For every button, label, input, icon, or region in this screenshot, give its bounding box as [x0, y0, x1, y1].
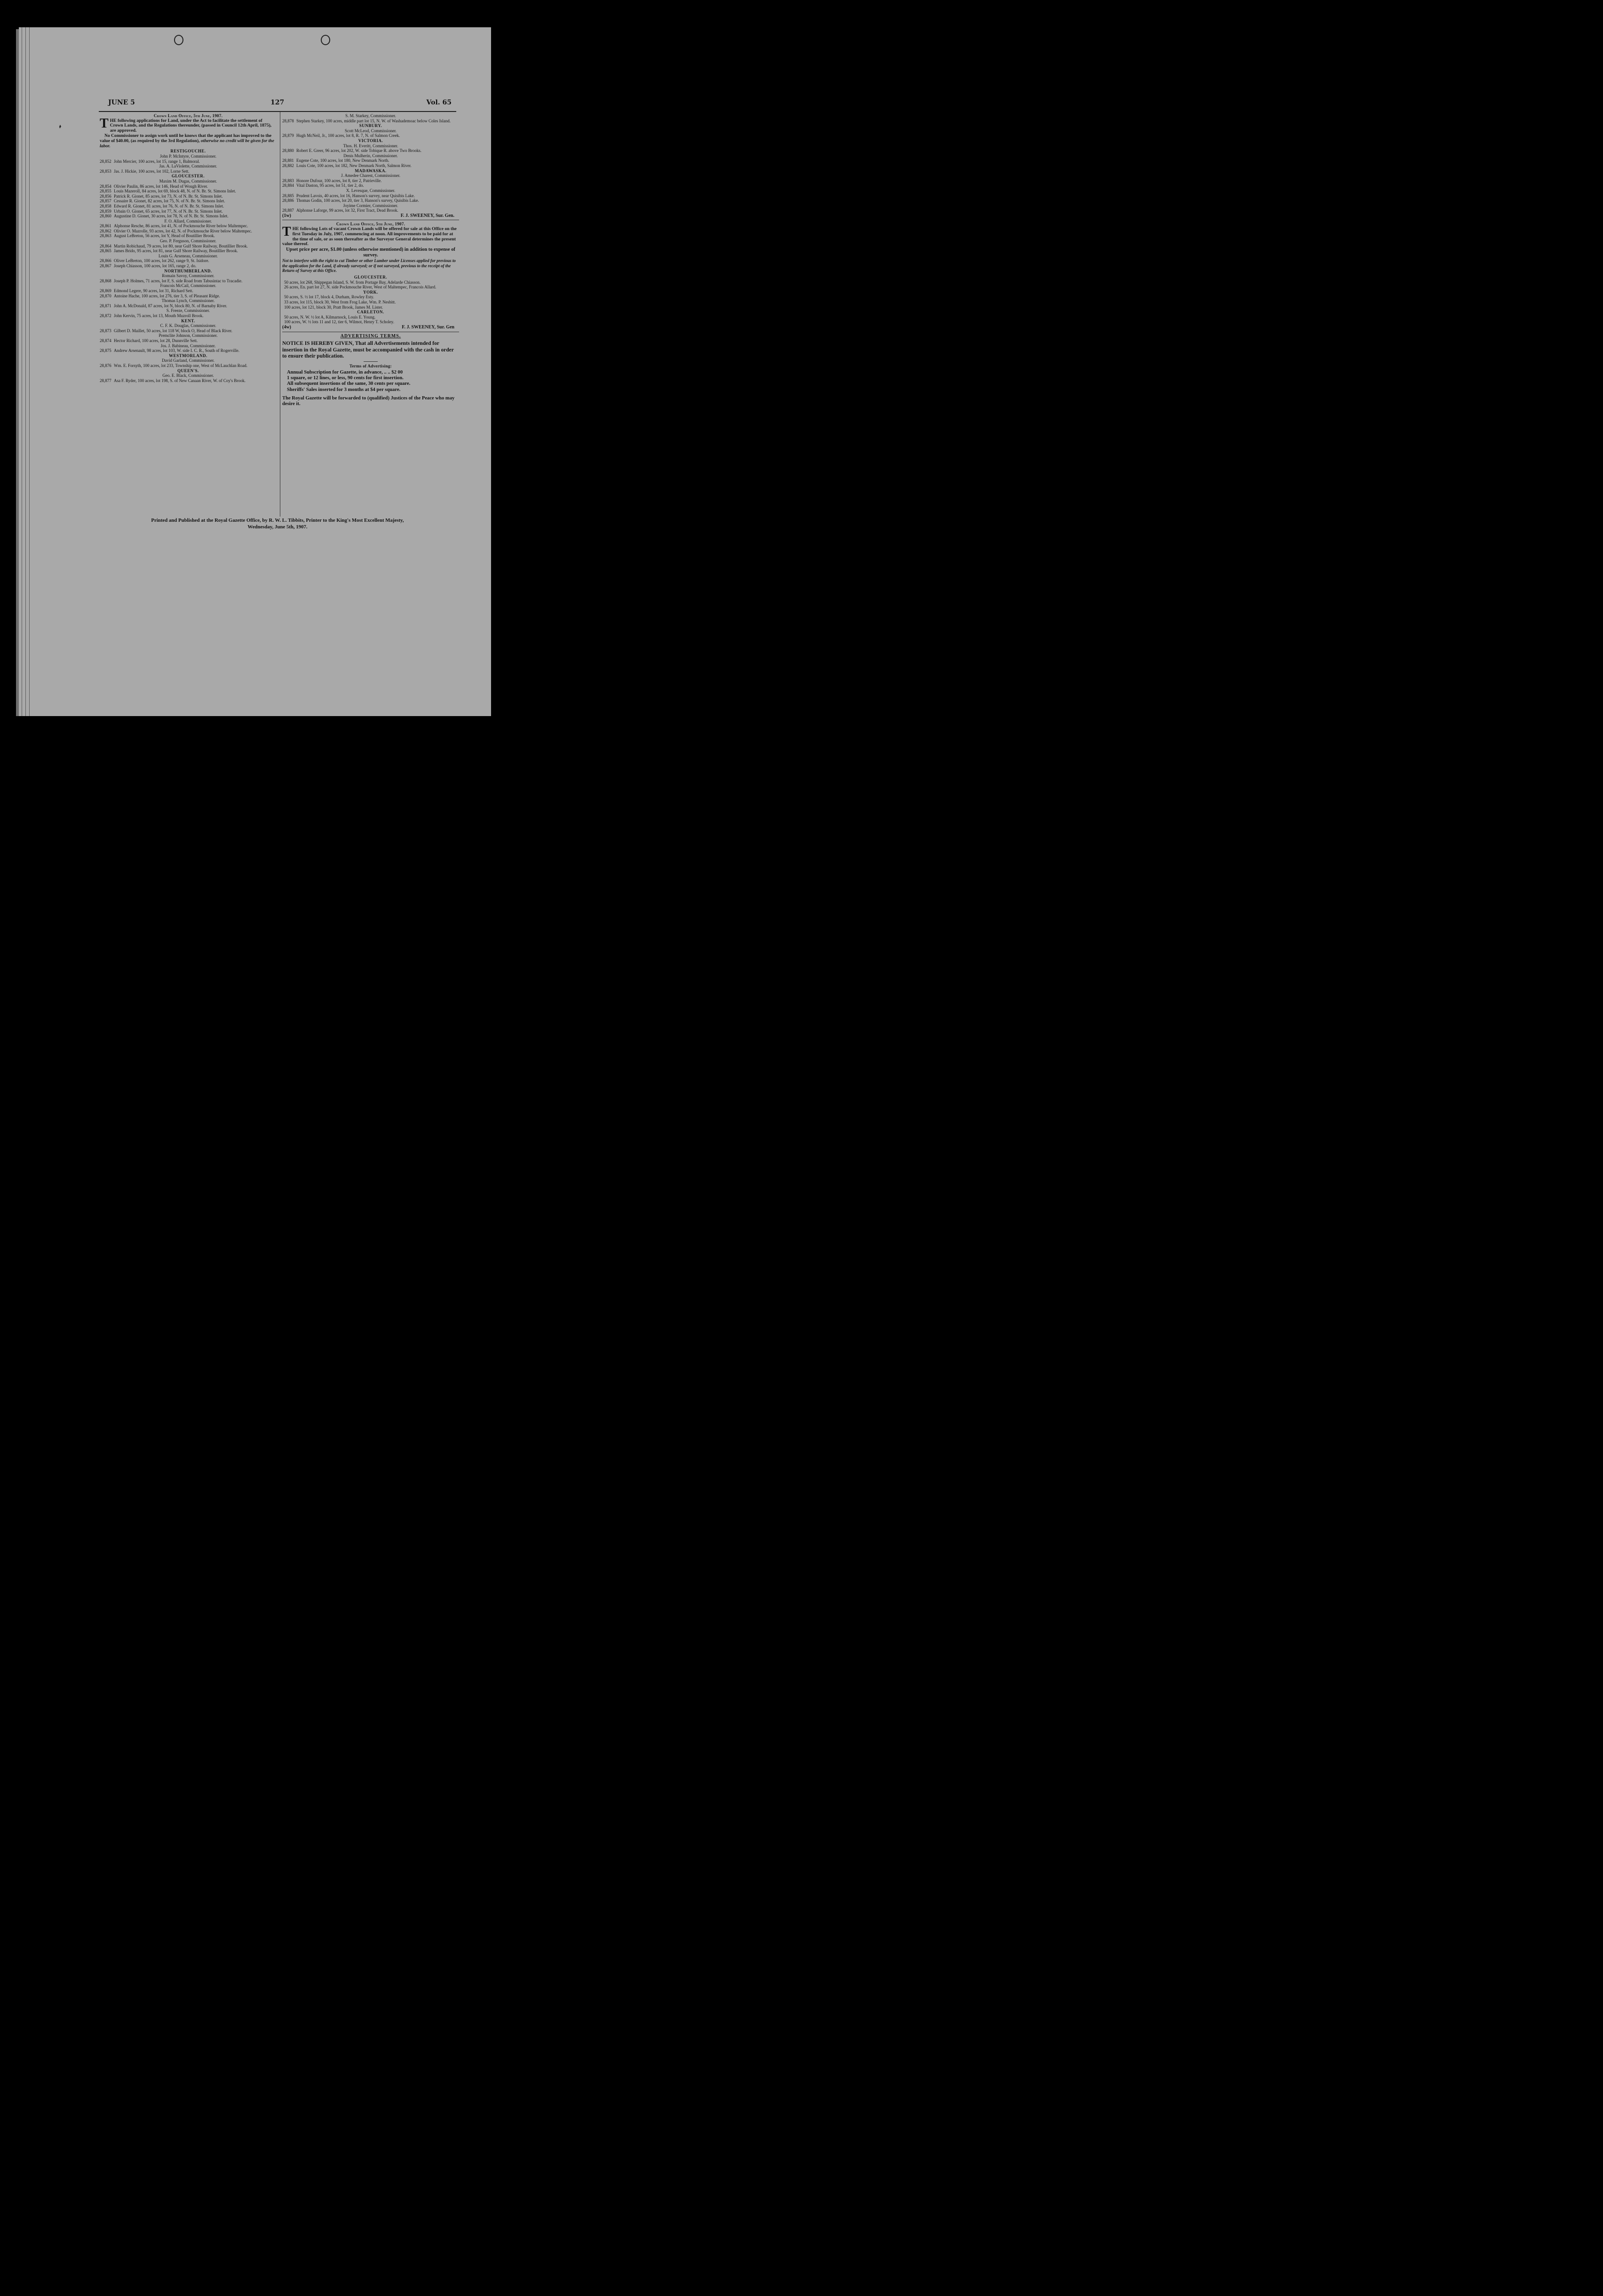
entry-text: Louis Cote, 100 acres, lot 182, New Denmark North, Salmon River.: [296, 163, 412, 168]
county-heading: NORTHUMBERLAND.: [164, 268, 212, 273]
entry-number: 28,871: [100, 303, 111, 308]
commissioner-notice-text: No Commissioner to assign work until he knows that the applicant has improved to the value of $40.00, (as required by the 3rd Regulation),: [100, 133, 272, 144]
signature-block: [282, 325, 459, 330]
entry-text: Joseph P. Holmes, 71 acres, lot F, S. side Road from Tabusintac to Tracadie.: [114, 278, 243, 283]
application-entry: [100, 199, 277, 204]
entry-text: Edward R. Gionet, 81 acres, lot 76, N. of N. Br. St. Simons Inlet.: [114, 203, 224, 208]
commissioner-notice-italic: otherwise no credit will be given for the labor.: [100, 138, 274, 149]
terms-line-text: All subsequent insertions of the same, 30 cents per square.: [287, 381, 411, 387]
application-entry: [100, 244, 277, 249]
terms-heading: Terms of Advertising:: [349, 364, 392, 369]
application-entry: [100, 204, 277, 209]
entry-number: 28,876: [100, 363, 111, 368]
application-entry: [100, 303, 277, 309]
entry-number: 28,880: [282, 148, 294, 153]
commissioner-line: S. M. Starkey, Commissioner.: [345, 113, 396, 118]
county-heading: SUNBURY.: [359, 123, 382, 128]
terms-line: [282, 381, 459, 387]
timber-note: Not to interfere with the right to cut Timber or other Lumber under Licenses applied for previous to the application for the Land, if already surveyed; or if not surveyed, previous to the receipt of the Return of Survey at this Office.: [282, 258, 456, 273]
application-entry: [100, 248, 277, 254]
commissioner-line: Jos. J. Babineau, Commissioner.: [160, 343, 216, 348]
entry-number: 28,882: [282, 163, 294, 168]
entry-text: Urbain O. Gionet, 65 acres, lot 77, N. of N. Br. St. Simons Inlet.: [114, 208, 223, 214]
entry-number: 28,884: [282, 183, 294, 188]
commissioner-line: Geo. E. Black, Commissioner.: [162, 373, 214, 378]
entry-text: Alphonse Resche, 86 acres, lot 41, N. of Pockmouche River below Maltempec.: [114, 223, 248, 229]
advertising-terms-title: ADVERTISING TERMS.: [340, 333, 401, 339]
entry-number: 28,853: [100, 168, 111, 174]
terms-line: [282, 370, 459, 375]
header-date: JUNE 5: [108, 99, 135, 106]
application-entry: [282, 183, 459, 188]
commissioner-line: Joyime Cormier, Commissioner.: [343, 203, 398, 208]
application-entry: [100, 223, 277, 229]
application-entry: [282, 133, 459, 138]
lot-entry: 50 acres, S. ½ lot 17, block 4, Durham, Rowley Esty.: [284, 295, 374, 300]
commissioner-line: Thomas Lynch, Commissioner.: [161, 298, 215, 303]
application-entry: [100, 169, 277, 174]
commissioner-line: S. Freeze, Commissioner.: [166, 308, 210, 313]
entry-text: Andrew Arsenault, 98 acres, lot 103, W. side I. C. R., South of Rogerville.: [114, 348, 239, 353]
entry-number: 28,854: [100, 183, 111, 189]
county-heading: CARLETON.: [357, 310, 384, 315]
application-entry: [100, 288, 277, 294]
dateline: Crown Land Office, 5th June, 1907.: [153, 113, 223, 118]
commissioner-line: Romain Savoy, Commissioner.: [162, 273, 214, 279]
commissioner-line: F. O. Allard, Commissioner.: [164, 218, 212, 223]
entry-number: 28,863: [100, 233, 111, 239]
entry-number: 28,856: [100, 193, 111, 199]
surveyor-general-signature: F. J. SWEENEY, Sur. Gen: [402, 324, 454, 330]
insertion-tag: (4w): [282, 324, 291, 330]
drop-cap: T: [100, 116, 109, 131]
page-number: 127: [270, 99, 285, 106]
entry-number: 28,885: [282, 193, 294, 198]
application-entry: [100, 214, 277, 219]
entry-number: 28,861: [100, 223, 111, 229]
county-heading: MADAWASKA.: [355, 168, 387, 173]
entry-text: Edmond Legere, 90 acres, lot 31, Richard Sett.: [114, 288, 193, 293]
application-entry: [100, 279, 277, 284]
county-heading: GLOUCESTER.: [171, 174, 205, 179]
entry-number: 28,859: [100, 208, 111, 214]
entry-number: 28,869: [100, 288, 111, 293]
application-entry: [100, 184, 277, 189]
entry-number: 28,886: [282, 198, 294, 203]
entry-text: Martin Robichaud, 79 acres, lot 80, near Gulf Shore Railway, Boutillier Brook.: [114, 243, 248, 248]
entry-number: 28,857: [100, 199, 111, 204]
running-header: [108, 99, 452, 109]
lot-entry: 33 acres, lot 115, block 30, West from Frog Lake, Wm. P. Nesbitt.: [284, 300, 396, 304]
application-entry: [100, 363, 277, 368]
application-entry: [100, 209, 277, 214]
lot-entry: 50 acres, N. W. ½ lot A, Kilmarnock, Louis E. Young.: [284, 314, 376, 319]
entry-text: Gilbert D. Maillet, 50 acres, lot 118 W, block O, Head of Black River.: [114, 328, 232, 333]
insertion-tag: (1w): [282, 213, 291, 218]
entry-number: 28,868: [100, 278, 111, 283]
application-entry: [282, 208, 459, 213]
entry-text: Augustine D. Gionet, 30 acres, lot 78, N. of N. Br. St. Simons Inlet.: [114, 214, 229, 219]
entry-text: Joseph Chiasson, 100 acres, lot 165, range 2, do.: [114, 263, 197, 269]
commissioner-line: C. F. K. Douglas, Commissioner.: [160, 323, 216, 328]
application-entry: [100, 194, 277, 199]
dateline: Crown Land Office, 5th June, 1907.: [336, 222, 405, 227]
entry-text: Olivier Paulin, 86 acres, lot 146, Head of Wough River.: [114, 183, 208, 189]
left-column: [100, 113, 277, 383]
entry-number: 28,873: [100, 328, 111, 333]
sale-notice-text: HE following Lots of vacant Crown Lands will be offered for sale at this Office on the first Tuesday in July, 1907, commencing at noon. All improvements to be paid for at the time of sale, or as soon thereafter as the Surveyor General determines the present value thereof.: [282, 226, 457, 247]
entry-number: 28,858: [100, 203, 111, 208]
terms-line: [282, 375, 459, 381]
page-edge-line: [25, 27, 26, 716]
application-entry: [100, 229, 277, 234]
commissioner-line: Scott McLeod, Commissioner.: [345, 128, 397, 133]
commissioner-line: Thos. H. Everitt, Commissioner.: [343, 143, 398, 148]
application-entry: [282, 198, 459, 203]
right-column: [282, 113, 459, 407]
terms-line-text: Annual Subscription for Gazette, in advance, .. .. $2 00: [287, 369, 403, 375]
entry-number: 28,852: [100, 159, 111, 164]
entry-text: Stephen Starkey, 100 acres, middle part lot 15, N. W. of Washademoac below Coles Island.: [296, 118, 451, 123]
county-heading: WESTMORLAND.: [169, 353, 207, 358]
lot-entry: 100 acres, W. ½ lots 11 and 12, tier 6, Wilmot, Henry T. Scholey.: [284, 319, 394, 325]
entry-text: James Brido, 95 acres, lot 81, near Gulf Shore Railway, Boutillier Brook.: [114, 248, 238, 254]
commissioner-line: Maxim M. Dugas, Commissioner.: [159, 178, 217, 183]
application-entry: [100, 313, 277, 319]
entry-number: 28,870: [100, 293, 111, 298]
notice-lead: [100, 116, 277, 134]
application-entry: [100, 338, 277, 343]
entry-number: 28,872: [100, 313, 111, 318]
county-heading: VICTORIA.: [358, 138, 383, 143]
entry-number: 28,864: [100, 243, 111, 248]
signature-block: [282, 214, 459, 219]
entry-number: 28,862: [100, 228, 111, 233]
entry-number: 28,855: [100, 189, 111, 194]
application-entry: [282, 148, 459, 153]
county-heading: KENT.: [181, 318, 195, 323]
entry-number: 28,867: [100, 263, 111, 269]
commissioner-line: Denis Mulherin, Commissioner.: [343, 153, 398, 158]
entry-number: 28,887: [282, 208, 294, 213]
application-entry: [100, 189, 277, 194]
application-entry: [282, 193, 459, 199]
commissioner-line: David Garland, Commissioner.: [162, 358, 214, 363]
crown-lots-list: [282, 275, 459, 325]
terms-line: [282, 387, 459, 393]
commissioner-line: X. Levesque, Commissioner.: [346, 188, 396, 193]
entry-text: Vital Daston, 95 acres, lot 51, tier 2, do.: [296, 183, 364, 188]
commissioner-line: Premclite Johnson, Commissioner.: [159, 333, 218, 338]
entry-text: Eugene Cote, 100 acres, lot 180, New Denmark North.: [296, 158, 389, 163]
entry-text: Oliver LeBreton, 100 acres, lot 262, range 9, St. Isidore.: [114, 258, 209, 263]
commissioner-line: John P. McIntyre, Commissioner.: [159, 153, 216, 159]
lot-entry: 50 acres, lot 268, Shippegan Island, S. W. from Portage Bay, Adelarde Chiasson.: [284, 279, 421, 285]
lot-entry: 100 acres, lot 121, block 30, Pratt Brook, James M. Lister.: [284, 304, 383, 310]
terms-list: [282, 370, 459, 393]
entry-text: Wm. E. Forsyth, 100 acres, lot 233, Township one, West of McLauchlan Road.: [114, 363, 248, 368]
application-entry: [100, 348, 277, 353]
header-rule: [99, 111, 456, 112]
entry-text: John Kervin, 75 acres, lot 13, Mouth Muzroll Brook.: [114, 313, 204, 318]
application-entry: [100, 233, 277, 239]
application-list-continued: [282, 113, 459, 213]
entry-number: 28,866: [100, 258, 111, 263]
entry-text: Cessaire R. Gionet, 82 acres, lot 75, N. of N. Br. St. Simons Inlet.: [114, 199, 225, 204]
entry-number: 28,878: [282, 118, 294, 123]
entry-text: Honore Dufour, 100 acres, lot 8, tier 2, Patrieville.: [296, 178, 382, 183]
drop-cap: T: [282, 224, 291, 239]
commissioner-line: J. Amedee Charest, Commissioner.: [341, 173, 400, 178]
entry-text: Asa F. Ryder, 100 acres, lot 198, S. of New Canaan River, W. of Coy's Brook.: [114, 378, 246, 383]
commissioner-line: Louis G. Arseneau, Commissioner.: [159, 253, 218, 258]
application-entry: [100, 159, 277, 164]
entry-text: Olivier O. Mazrolle, 93 acres, lot 42, N. of Pockmouche River below Maltempec.: [114, 228, 252, 233]
ink-mark-icon: [58, 124, 62, 129]
county-heading: GLOUCESTER.: [354, 275, 388, 280]
entry-text: Thomas Godin, 100 acres, lot 20, tier 3, Hanson's survey, Quisibis Lake.: [296, 198, 419, 203]
entry-number: 28,860: [100, 214, 111, 219]
short-rule: [364, 361, 378, 362]
application-entry: [282, 178, 459, 183]
entry-text: Hugh McNeil, Jr., 100 acres, lot 8, R. 7, N. of Salmon Creek.: [296, 133, 400, 138]
imprint-date: Wednesday, June 5th, 1907.: [247, 524, 308, 530]
application-entry: [282, 119, 459, 124]
punch-hole-icon: [174, 35, 183, 45]
terms-line-text: Sheriffs' Sales inserted for 3 months at $4 per square.: [287, 387, 401, 392]
forwarding-note: The Royal Gazette will be forwarded to (qualified) Justices of the Peace who may desire it.: [282, 395, 455, 407]
entry-text: Jas. J. Hickie, 100 acres, lot 102, Lorne Sett.: [114, 168, 190, 174]
entry-number: 28,874: [100, 338, 111, 343]
entry-number: 28,875: [100, 348, 111, 353]
application-list: [100, 149, 277, 383]
commissioner-line: Jas. A. LaViolette, Commissioner.: [159, 164, 217, 169]
terms-line-text: 1 square, or 12 lines, or less, 90 cents for first insertion.: [287, 375, 404, 381]
advertising-notice: NOTICE IS HEREBY GIVEN, That all Advertisements intended for insertion in the Royal Gazette, must be accompanied with the cash in order to ensure their publication.: [282, 341, 454, 359]
application-entry: [100, 294, 277, 299]
entry-text: Patrick R. Gionet, 85 acres, lot 73, N. of N. Br. St. Simons Inlet.: [114, 193, 223, 199]
punch-hole-icon: [321, 35, 330, 45]
notice-lead-text: HE following applications for Land, under the Act to facilitate the settlement of Crown Lands, and the Regulations thereunder, (passed in Council 12th April, 1875), are approved.: [110, 118, 272, 134]
application-entry: [100, 263, 277, 269]
entry-number: 28,881: [282, 158, 294, 163]
commissioner-notice: [100, 134, 277, 149]
entry-number: 28,865: [100, 248, 111, 254]
entry-text: Louis Mazeroll, 84 acres, lot 69, block 48, N. of N. Br. St. Simons Inlet.: [114, 189, 236, 194]
imprint-line: Printed and Published at the Royal Gazette Office, by R. W. L. Tibbits, Printer to the King's Most Excellent Majesty,: [151, 518, 404, 523]
entry-number: 28,883: [282, 178, 294, 183]
lot-entry: 26 acres, En. part lot 27, N. side Pockmouche River, West of Maltempec, Francois Allard.: [284, 285, 436, 290]
entry-text: Alphonse Laforge, 99 acres, lot 32, First Tract, Dead Brook.: [296, 208, 398, 213]
entry-text: August LeBreton, 56 acres, lot Y, Head of Boutillier Brook.: [114, 233, 215, 239]
entry-number: 28,879: [282, 133, 294, 138]
commissioner-line: Geo. P. Ferguson, Commissioner.: [159, 239, 217, 244]
upset-price: Upset price per acre, $1.00 (unless otherwise mentioned) in addition to expense of survey.: [286, 247, 455, 258]
county-heading: RESTIGOUCHE.: [170, 149, 206, 154]
surveyor-general-signature: F. J. SWEENEY, Sur. Gen.: [400, 213, 454, 218]
entry-text: John Mercier, 100 acres, lot 15, range 1, Balmoral.: [114, 159, 200, 164]
county-heading: QUEEN'S.: [177, 368, 199, 373]
application-entry: [100, 258, 277, 263]
entry-text: John A. McDonald, 87 acres, lot N, block 80, N. of Barnaby River.: [114, 303, 227, 308]
entry-number: 28,877: [100, 378, 111, 383]
entry-text: Antoine Hache, 100 acres, lot 276, tier 3, S. of Pleasant Ridge.: [114, 293, 220, 298]
commissioner-line: Francois McCail, Commissioner.: [160, 283, 216, 288]
application-entry: [100, 328, 277, 334]
entry-text: Hector Richard, 100 acres, lot 28, Dunnville Sett.: [114, 338, 198, 343]
application-entry: [282, 158, 459, 163]
entry-text: Robert E. Greer, 96 acres, lot 202, W. side Tobique R. above Two Brooks.: [296, 148, 422, 153]
page-edge-line: [29, 27, 30, 716]
application-entry: [100, 378, 277, 383]
county-heading: YORK.: [363, 289, 378, 295]
imprint-footer: [103, 517, 452, 530]
entry-text: Prudent Lavois, 40 acres, lot 16, Hanson's survey, near Quisibis Lake.: [296, 193, 415, 198]
application-entry: [282, 163, 459, 168]
volume-number: Vol. 65: [426, 99, 452, 106]
